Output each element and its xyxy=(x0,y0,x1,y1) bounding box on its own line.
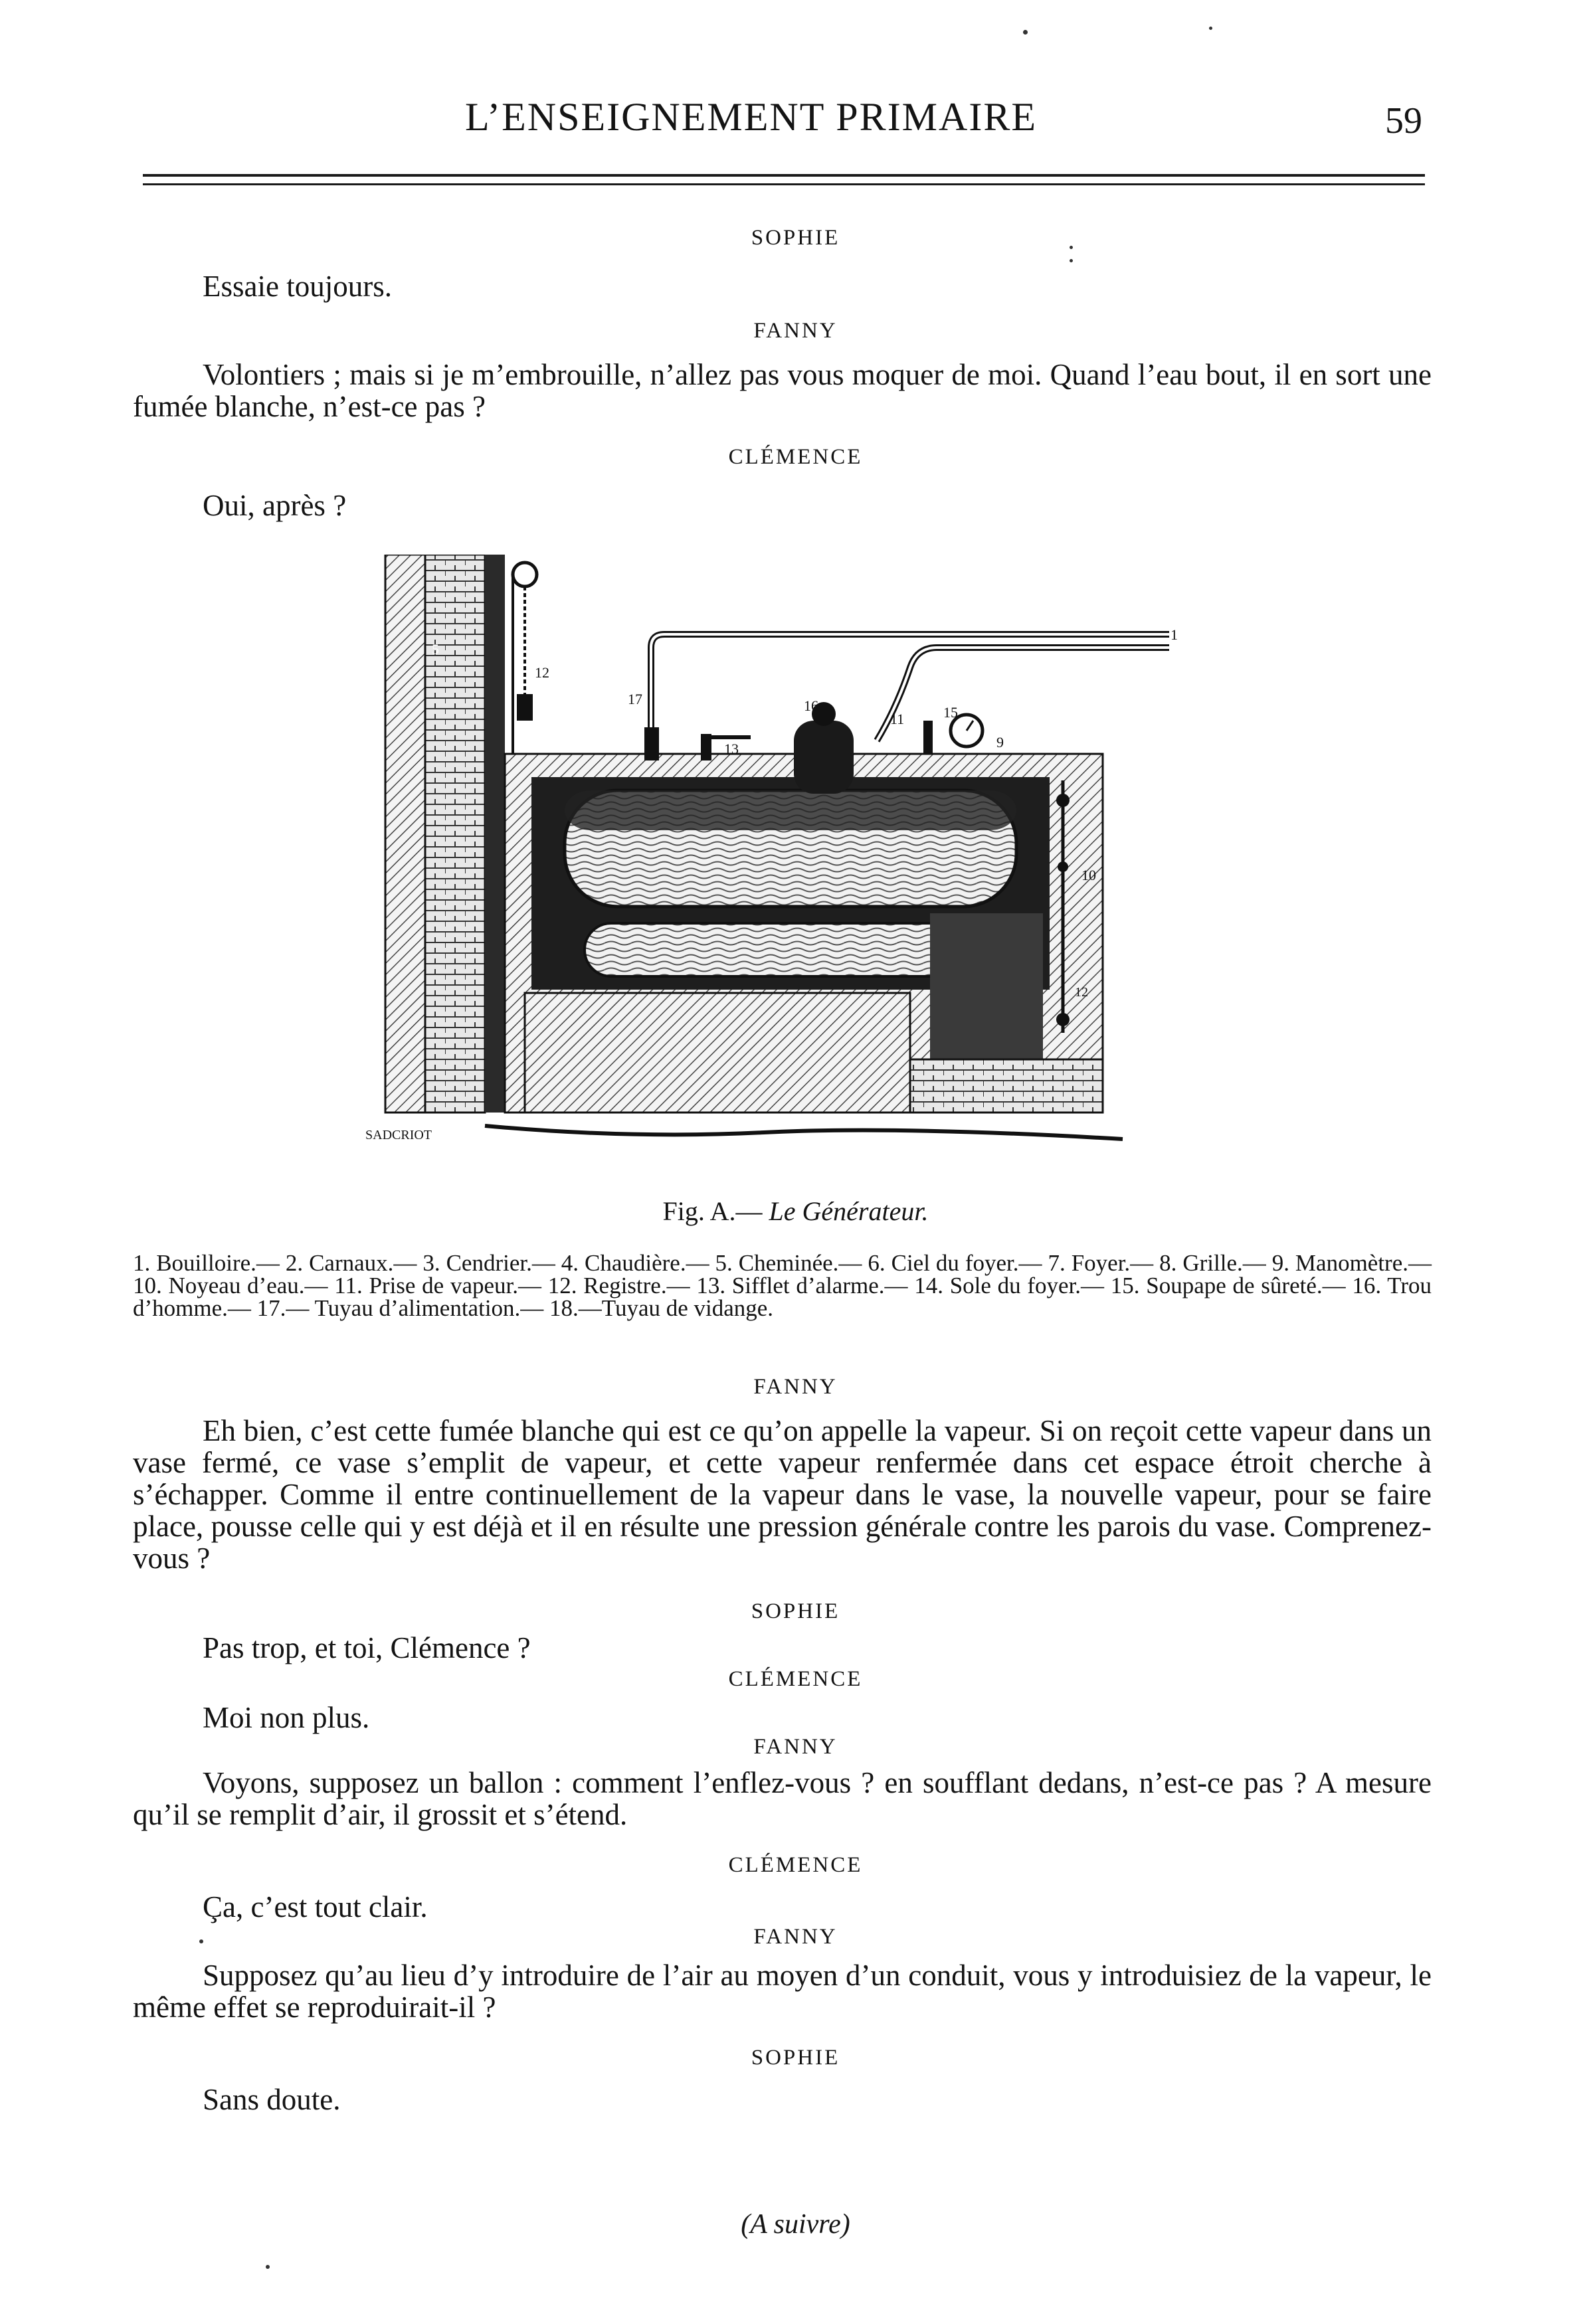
continued-note: (A suivre) xyxy=(741,2209,850,2240)
callout-label: 12 xyxy=(1075,985,1088,1000)
dialogue-line: Pas trop, et toi, Clémence ? xyxy=(203,1631,531,1664)
chimney-edge xyxy=(485,555,505,1113)
figure-caption xyxy=(0,1196,1591,1227)
speck xyxy=(266,2265,270,2269)
running-header: L’ENSEIGNEMENT PRIMAIRE xyxy=(465,95,1038,139)
dialogue-line: Oui, après ? xyxy=(203,489,347,522)
valve xyxy=(644,727,659,760)
header-rule xyxy=(143,174,1425,177)
callout-label: 5 xyxy=(432,641,439,658)
speaker-label: FANNY xyxy=(753,1735,838,1759)
speck xyxy=(1023,30,1028,35)
caption-title: Le Générateur. xyxy=(769,1196,929,1226)
speaker-label: SOPHIE xyxy=(751,1599,840,1623)
speaker-label: FANNY xyxy=(753,1375,838,1399)
caption-prefix: Fig. A.— xyxy=(662,1196,763,1226)
callout-label: 9 xyxy=(996,734,1004,751)
ash-pit xyxy=(910,1059,1103,1113)
speck xyxy=(1209,27,1212,30)
pulley xyxy=(513,563,537,586)
speck xyxy=(1070,259,1073,262)
speck xyxy=(1070,246,1073,249)
callout-label: 13 xyxy=(724,741,739,757)
dialogue-paragraph: Volontiers ; mais si je m’embrouille, n’allez pas vous moquer de moi. Quand l’eau bout, il en sort une fumée blanche, n’est-ce pas ? xyxy=(133,358,1432,423)
page-number: 59 xyxy=(1385,100,1422,141)
boiler-illustration xyxy=(365,555,1196,1166)
chimney-wall xyxy=(385,555,425,1113)
figure-legend: 1. Bouilloire.— 2. Carnaux.— 3. Cendrier.— 4. Chaudière.— 5. Cheminée.— 6. Ciel du foyer.— 7. Foyer.— 8. Grille.— 9. Manomètre.— 10. Noyeau d’eau.— 11. Prise de vapeur.— 12. Registre.— 13. Sifflet d’alarme.— 14. Sole du foyer.— 15. Soupape de sûreté.— 16. Trou d’homme.— 17.— Tuyau d’alimentation.— 18.—Tuyau de vidange. xyxy=(133,1250,1432,1321)
speaker-label: SOPHIE xyxy=(751,2046,840,2070)
callout-label: 10 xyxy=(1081,867,1096,883)
dialogue-line: Ça, c’est tout clair. xyxy=(203,1890,428,1923)
dialogue-line: Essaie toujours. xyxy=(203,270,392,303)
dialogue-line: Moi non plus. xyxy=(203,1701,370,1734)
speaker-label: FANNY xyxy=(753,1925,838,1949)
callout-label: 12 xyxy=(535,664,549,681)
safety-valve xyxy=(923,721,933,754)
callout-label: 11 xyxy=(890,711,905,727)
callout-label: 17 xyxy=(628,691,642,707)
foyer-sole xyxy=(525,993,910,1113)
speaker-label: CLÉMENCE xyxy=(728,445,863,469)
callout-label: 15 xyxy=(943,704,958,721)
feed-pipe xyxy=(877,648,1169,741)
ground-line xyxy=(485,1126,1123,1139)
fire-tube xyxy=(585,923,957,976)
boiler-figure xyxy=(365,555,1196,1166)
dialogue-line: Sans doute. xyxy=(203,2083,341,2116)
engraver-signature: SADCRIOT xyxy=(365,1128,432,1142)
speaker-label: CLÉMENCE xyxy=(728,1853,863,1877)
speaker-label: SOPHIE xyxy=(751,226,840,250)
chimney-flue xyxy=(425,555,485,1113)
speaker-label: CLÉMENCE xyxy=(728,1667,863,1691)
header-rule xyxy=(143,183,1425,185)
whistle xyxy=(701,734,711,760)
dialogue-paragraph: Eh bien, c’est cette fumée blanche qui est ce qu’on appelle la vapeur. Si on reçoit cette vapeur dans un vase fermé, ce vase s’emplit de vapeur, et cette vapeur renfermée dans cet espace étroit cherche à s’échapper. Comme il entre continuellement de la vapeur dans le vase, la nouvelle vapeur, pour se faire place, pousse celle qui y est déjà et il en résulte une pression générale contre les parois du vase. Comprenez-vous ? xyxy=(133,1414,1432,1575)
manhole-dome xyxy=(794,721,854,794)
dialogue-paragraph: Voyons, supposez un ballon : comment l’enflez-vous ? en soufflant dedans, n’est-ce pas ? A mesure qu’il se remplit d’air, il grossit et s’étend. xyxy=(133,1766,1432,1831)
grate xyxy=(930,913,1043,1059)
callout-label: 16 xyxy=(804,697,818,714)
counterweight xyxy=(517,694,533,721)
callout-label: 1 xyxy=(1170,626,1178,643)
speaker-label: FANNY xyxy=(753,319,838,343)
dialogue-paragraph: Supposez qu’au lieu d’y introduire de l’air au moyen d’un conduit, vous y introduisiez de la vapeur, le même effet se reproduirait-il ? xyxy=(133,1959,1432,2024)
